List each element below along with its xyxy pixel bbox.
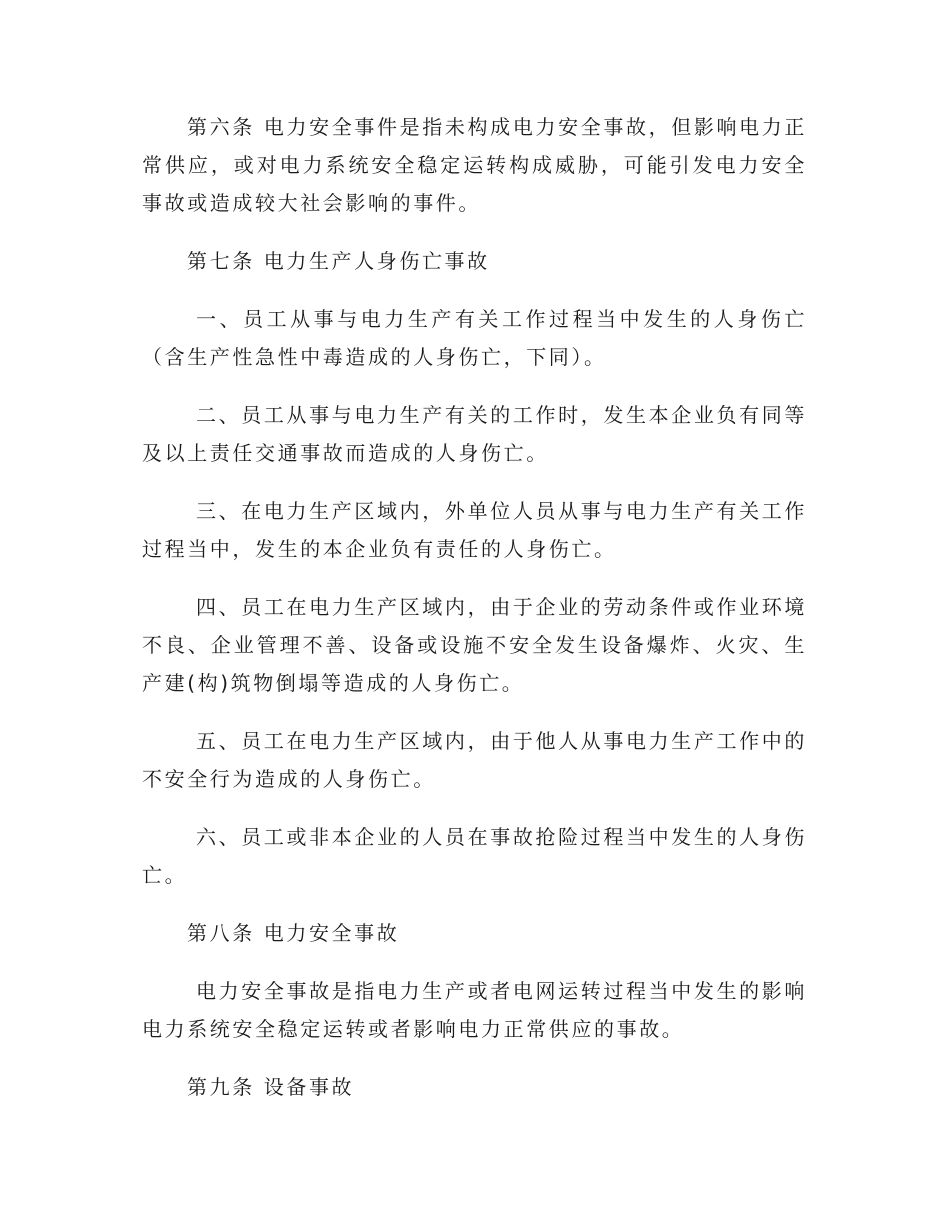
article-6-paragraph: 第六条 电力安全事件是指未构成电力安全事故，但影响电力正常供应，或对电力系统安全稳定运转构成威胁，可能引发电力安全事故或造成较大社会影响的事件。 — [142, 115, 807, 215]
article-8-body: 电力安全事故是指电力生产或者电网运转过程当中发生的影响电力系统安全稳定运转或者影响电力正常供应的事故。 — [142, 979, 807, 1041]
article-7-item-3: 三、在电力生产区域内，外单位人员从事与电力生产有关工作过程当中，发生的本企业负有责任的人身伤亡。 — [142, 499, 807, 561]
article-7-item-6: 六、员工或非本企业的人员在事故抢险过程当中发生的人身伤亡。 — [142, 825, 807, 887]
article-7-heading: 第七条 电力生产人身伤亡事故 — [187, 249, 490, 273]
document-body — [142, 108, 807, 1126]
article-7-item-1: 一、员工从事与电力生产有关工作过程当中发生的人身伤亡（含生产性急性中毒造成的人身伤亡，下同）。 — [142, 307, 807, 369]
article-7-item-4: 四、员工在电力生产区域内，由于企业的劳动条件或作业环境不良、企业管理不善、设备或设施不安全发生设备爆炸、火灾、生产建(构)筑物倒塌等造成的人身伤亡。 — [142, 595, 807, 695]
article-7-item-2: 二、员工从事与电力生产有关的工作时，发生本企业负有同等及以上责任交通事故而造成的人身伤亡。 — [142, 403, 807, 465]
article-9-heading: 第九条 设备事故 — [187, 1075, 355, 1099]
article-7-item-5: 五、员工在电力生产区域内，由于他人从事电力生产工作中的不安全行为造成的人身伤亡。 — [142, 729, 807, 791]
article-8-heading: 第八条 电力安全事故 — [187, 921, 400, 945]
